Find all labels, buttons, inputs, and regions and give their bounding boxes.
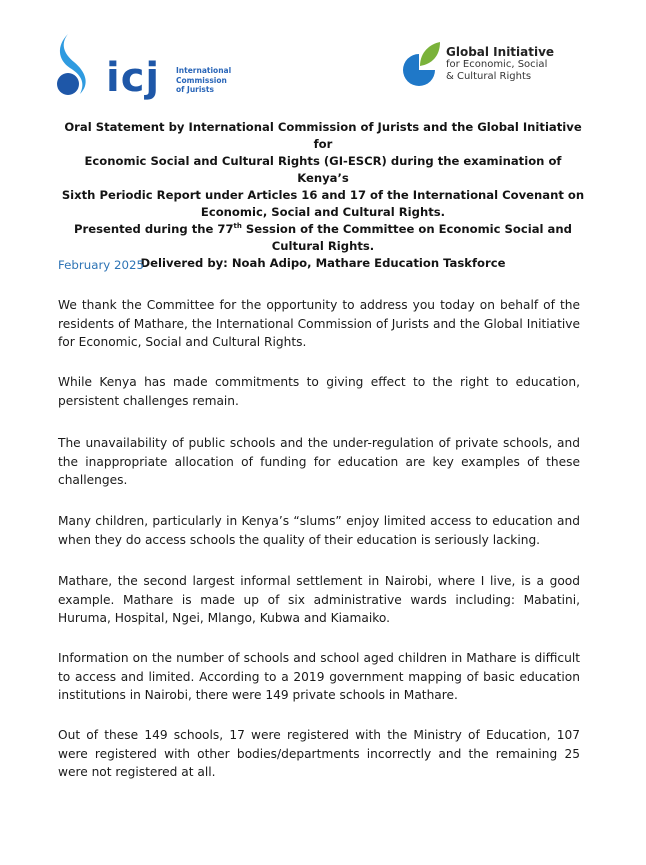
icj-wordmark: icj: [106, 55, 161, 101]
gi-escr-logo: [400, 38, 580, 90]
title-line: Sixth Periodic Report under Articles 16 and 17 of the International Covenant on: [61, 188, 585, 202]
title-line: Oral Statement by International Commission of Jurists and the Global Initiative for: [64, 120, 582, 151]
gi-escr-sub-line: & Cultural Rights: [446, 71, 532, 82]
gi-escr-title: Global Initiative: [446, 45, 555, 59]
icj-logo: [54, 32, 234, 102]
statement-header: [58, 119, 588, 272]
presented-ordinal: th: [233, 222, 242, 231]
presented-prefix: Presented during the 77: [74, 222, 234, 236]
paragraph: Mathare, the second largest informal settlement in Nairobi, where I live, is a good example. Mathare is made up of six administrative wards including: Mabatini, Huruma, Hospital, Ngei, Mlango, Kubwa and Kiamaiko.: [58, 574, 580, 625]
paragraph: We thank the Committee for the opportunity to address you today on behalf of the residents of Mathare, the International Commission of Jurists and the Global Initiative for Economic, Social and Cultural Rights.: [58, 298, 580, 349]
paragraph: Out of these 149 schools, 17 were registered with the Ministry of Education, 107 were registered with other bodies/departments incorrectly and the remaining 25 were not registered at all.: [58, 728, 580, 779]
paragraph: The unavailability of public schools and the under-regulation of private schools, and the inappropriate allocation of funding for education are key examples of these challenges.: [58, 436, 580, 487]
gi-escr-text: [446, 45, 554, 83]
icj-full-name: [176, 66, 231, 95]
gi-escr-globe-leaf-icon: [400, 38, 442, 88]
presented-line: [58, 221, 588, 255]
paragraph: While Kenya has made commitments to giving effect to the right to education, persistent challenges remain.: [58, 375, 580, 408]
title-line: Economic, Social and Cultural Rights.: [200, 205, 446, 219]
icj-name-line: International: [176, 66, 232, 75]
statement-date: February 2025: [58, 258, 145, 272]
icj-name-line: of Jurists: [176, 85, 214, 94]
delivered-by: Delivered by: Noah Adipo, Mathare Education Taskforce: [140, 256, 506, 270]
title-line: Economic Social and Cultural Rights (GI-ESCR) during the examination of Kenya’s: [84, 154, 562, 185]
icj-name-line: Commission: [176, 75, 227, 85]
presented-suffix: Session of the Committee on Economic Social and Cultural Rights.: [241, 222, 572, 253]
paragraph: Information on the number of schools and school aged children in Mathare is difficult to access and limited. According to a 2019 government mapping of basic education institutions in Nairobi, there were 149 private schools in Mathare.: [58, 651, 580, 702]
icj-flame-drop-icon: [54, 32, 94, 98]
paragraph: Many children, particularly in Kenya’s “slums” enjoy limited access to education and when they do access schools the quality of their education is seriously lacking.: [58, 514, 580, 547]
gi-escr-sub-line: for Economic, Social: [446, 59, 548, 70]
